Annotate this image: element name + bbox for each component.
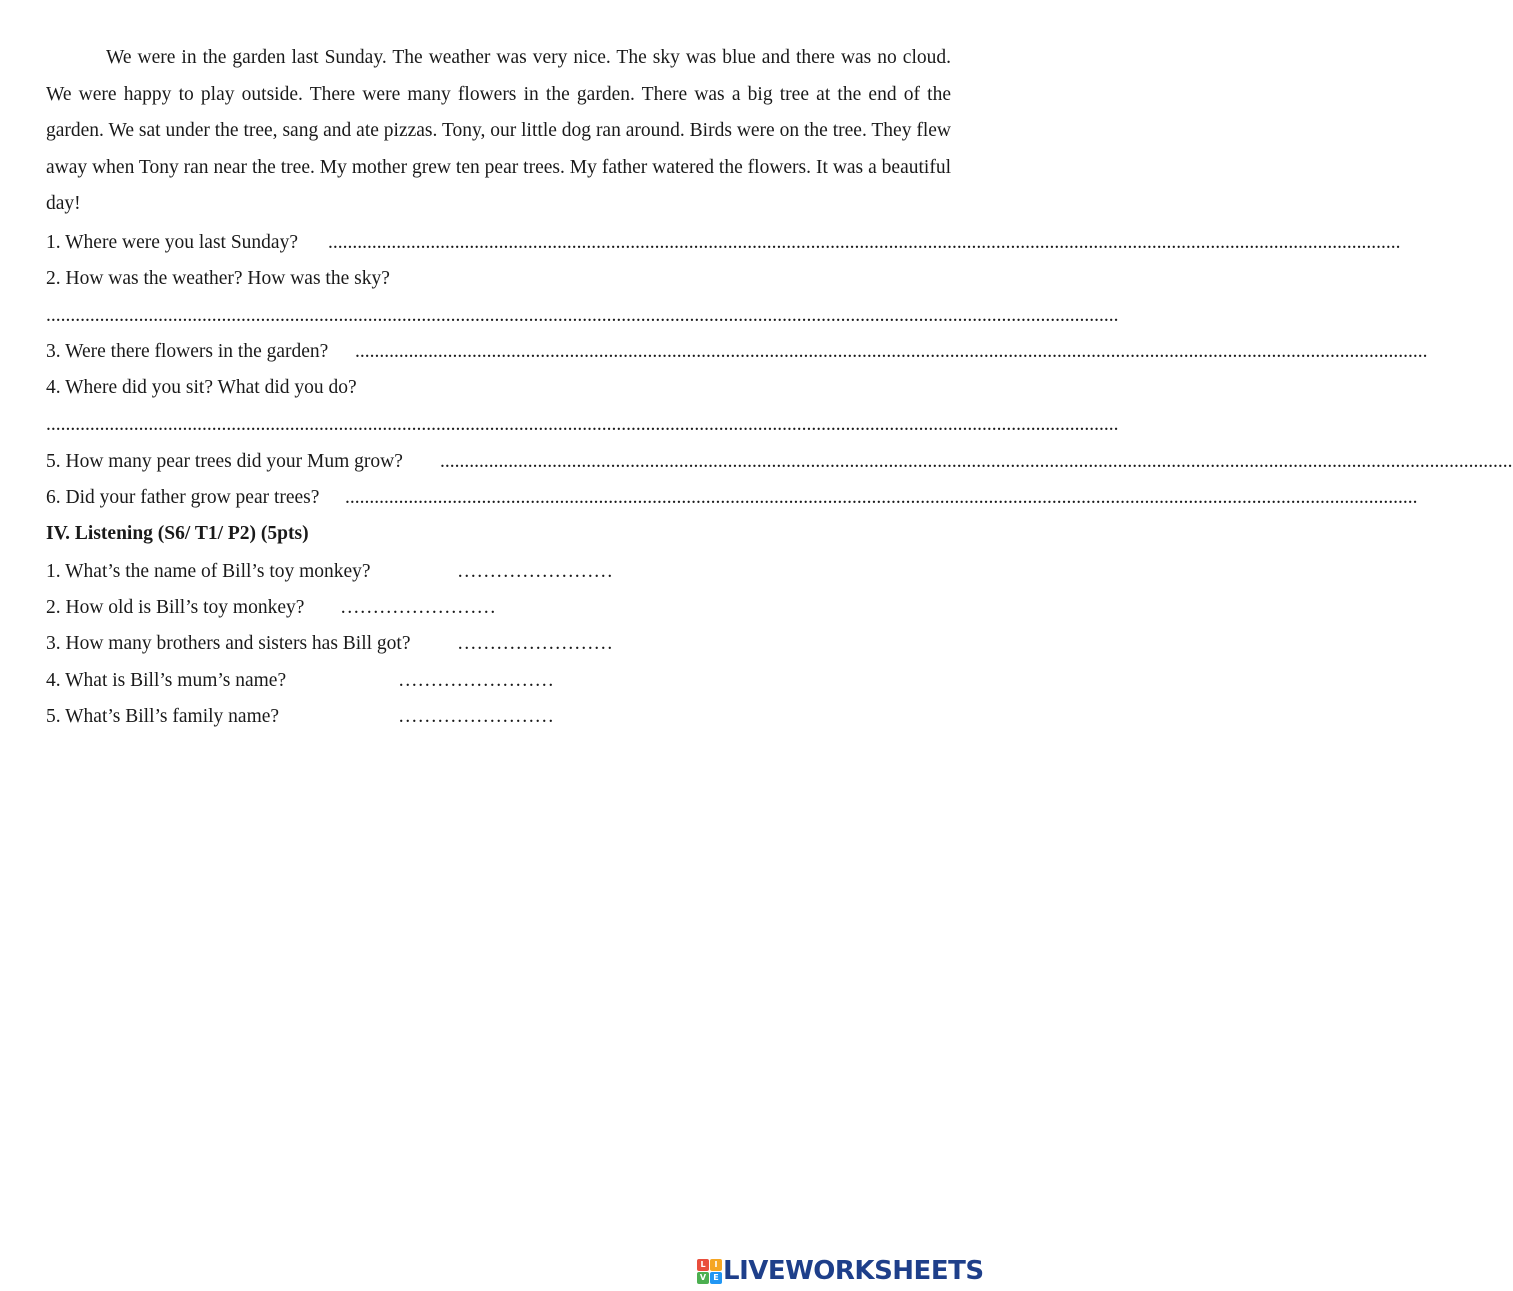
question-5: 5. How many pear trees did your Mum grow? [46,451,403,472]
answer-line-6[interactable]: ............................................................................................................................................................................................................................ [345,487,1418,508]
reading-passage: We were in the garden last Sunday. The weather was very nice. The sky was blue and there was no cloud. We were happy to play outside. There were many flowers in the garden. There was a big tree at the end of the garden. We sat under the tree, sang and ate pizzas. Tony, our little dog ran around. Birds were on the tree. They flew away when Tony ran near the tree. My mother grew ten pear trees. My father watered the flowers. It was a beautiful day! [46,47,951,215]
answer-line-3[interactable]: ............................................................................................................................................................................................................................ [355,341,1428,362]
logo-letter-e: E [710,1272,722,1284]
question-1: 1. Where were you last Sunday? [46,232,298,253]
logo-letter-l: L [697,1259,709,1271]
listening-question-5: 5. What’s Bill’s family name? [46,706,280,727]
question-4: 4. Where did you sit? What did you do? [46,377,357,398]
listening-question-1: 1. What’s the name of Bill’s toy monkey? [46,561,371,582]
brand-name: LIVEWORKSHEETS [723,1256,984,1286]
question-3: 3. Were there flowers in the garden? [46,341,329,362]
question-6: 6. Did your father grow pear trees? [46,487,320,508]
listening-question-2: 2. How old is Bill’s toy monkey? [46,597,305,618]
liveworksheets-icon [697,1259,721,1283]
listening-question-3: 3. How many brothers and sisters has Bill got? [46,633,411,654]
question-2: 2. How was the weather? How was the sky? [46,268,390,289]
listening-question-4: 4. What is Bill’s mum’s name? [46,670,287,691]
logo-letter-i: I [710,1259,722,1271]
answer-line-2[interactable]: ............................................................................................................................................................................................................................ [46,305,1119,326]
answer-line-4[interactable]: ............................................................................................................................................................................................................................ [46,414,1119,435]
listening-blank-5[interactable]: …………………… [398,706,554,727]
answer-line-1[interactable]: ............................................................................................................................................................................................................................ [328,232,1401,253]
listening-heading: IV. Listening (S6/ T1/ P2) (5pts) [46,523,309,544]
logo-letter-v: V [697,1272,709,1284]
liveworksheets-logo [697,1256,984,1286]
listening-blank-1[interactable]: …………………… [457,561,613,582]
answer-line-5[interactable]: ............................................................................................................................................................................................................................ [440,451,1513,472]
listening-blank-3[interactable]: …………………… [457,633,613,654]
listening-blank-4[interactable]: …………………… [398,670,554,691]
listening-blank-2[interactable]: …………………… [340,597,496,618]
